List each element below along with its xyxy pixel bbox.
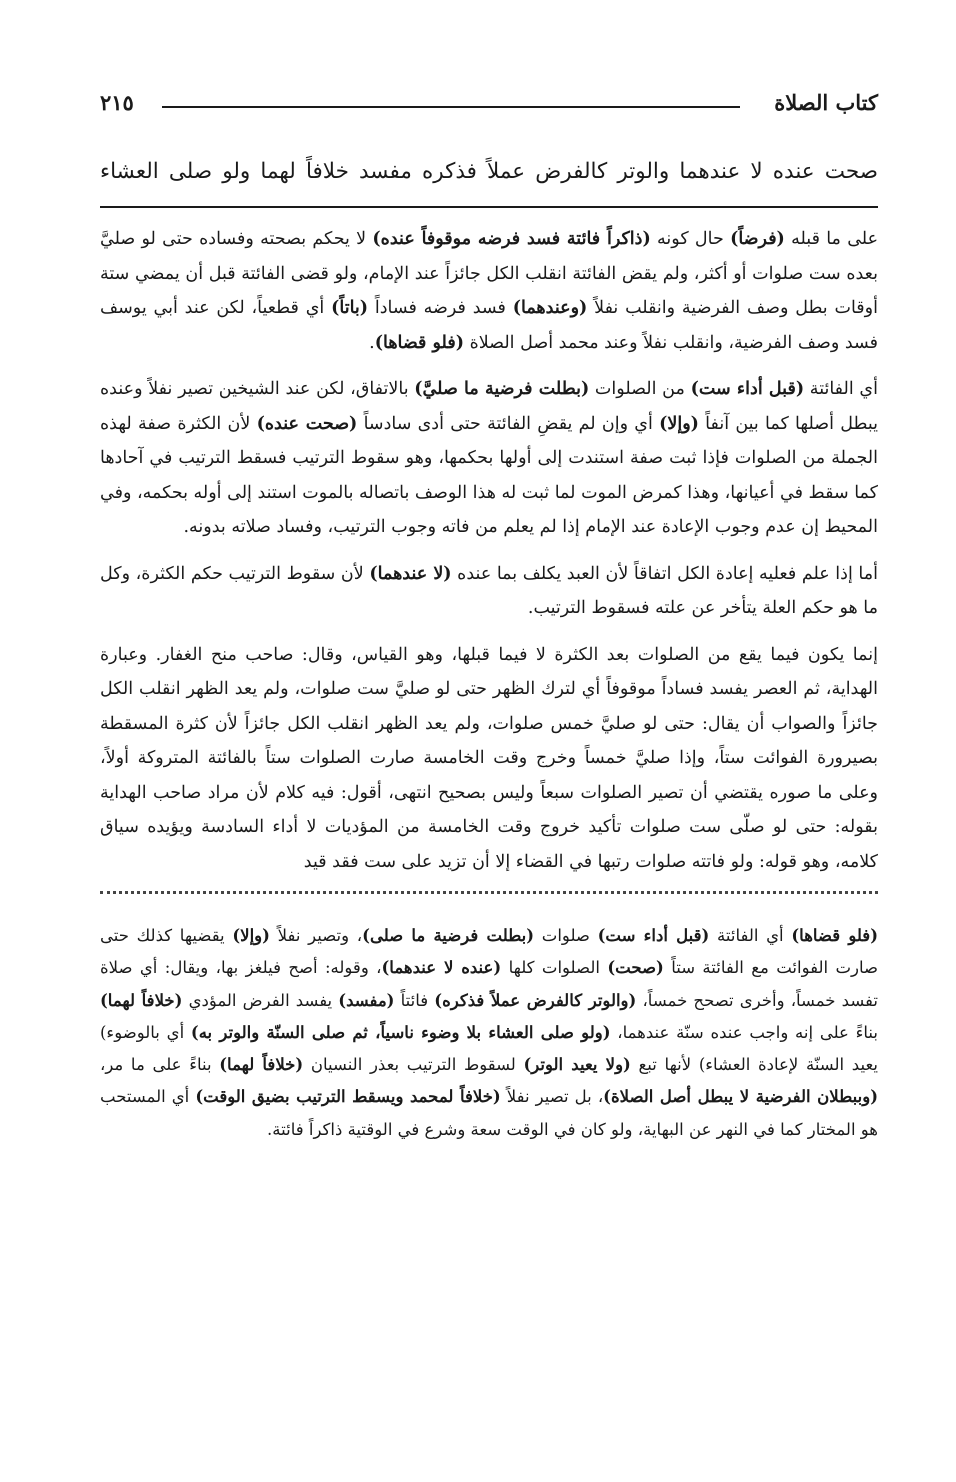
commentary-paragraph (100, 222, 878, 360)
text-run: لسقوط الترتيب بعذر النسيان (303, 1055, 524, 1075)
text-run: بناءً على ما مر، (100, 1055, 220, 1075)
footnote-paragraph (100, 920, 878, 1146)
bold-run: (قبل أداء ست) (690, 379, 805, 399)
bold-run: (عنده لا عندهما) (381, 958, 502, 978)
page-number: ٢١٥ (100, 90, 134, 115)
bold-run: (والوتر كالفرض عملاً فذكره) (434, 990, 637, 1010)
text-run: حال كونه (650, 229, 731, 249)
bold-run: (خلافاً لهما) (100, 990, 183, 1010)
bold-run: (ولو صلى العشاء بلا وضوء ناسياً، ثم صلى السنّة والوتر به) (190, 1022, 611, 1042)
text-run: أي بالوضوء) يعيد السنّة لإعادة العشاء) لأنها تبع (100, 1022, 878, 1075)
bold-run: (صحت عنده) (256, 413, 358, 434)
text-run: أي الفائتة (804, 379, 878, 399)
matn-separator (100, 206, 878, 208)
bold-run: (لا عندهما) (369, 563, 452, 584)
bold-run: (وببطلان الفرضية لا يبطل أصل الصلاة) (603, 1087, 878, 1107)
text-run: صلوات (534, 926, 598, 945)
text-run: . (369, 332, 375, 353)
commentary-paragraph (100, 372, 878, 545)
footnote-section (100, 920, 878, 1146)
text-run: ، وقوله: أصح فيلغز بها، ويقال: أي صلاة تفسد خمساً، وأخرى تصحح خمساً، (100, 958, 878, 1010)
bold-run: (صحت) (607, 958, 664, 978)
text-run: لا يحكم بصحته وفساده حتى لو صليَّ بعده ست صلوات أو أكثر، ولم يقض الفائتة انقلب الكل جائزاً عند الإمام، ولو قضى الفائتة قبل أن يمضي ستة أوقات بطل وصف الفرضية وانقلب نفلاً (100, 229, 878, 318)
text-run: أي وإن لم يقضِ الفائتة حتى أدى سادساً (357, 413, 660, 434)
bold-run: (قبل أداء ست) (597, 926, 710, 945)
bold-run: (وعندهما) (512, 298, 588, 318)
bold-run: (خلافاً لمحمد ويسقط الترتيب بضيق الوقت) (195, 1087, 501, 1107)
text-run: لأن الكثرة صفة لهذه الجملة من الصلوات فإذا ثبت صفة استندت إلى أولها بحكمها، وهو سقوط الترتيب فسقط الترتيب في آحادها كما سقط في أعيانها، وهذا كمرض الموت لما ثبت له هذا الوصف باتصاله بالموت استند إلى أوله بحكمه، وفي المحيط إن عدم وجوب الإعادة عند الإمام إذا لم يعلم من فاته وجوب الترتيب، وفساد صلاته بدونه. (100, 413, 878, 537)
bold-run: (خلافاً لهما) (219, 1055, 304, 1075)
text-run: الصلوات كلها (501, 958, 608, 978)
header-rule (162, 106, 740, 108)
bold-run: (بطلت فرضية ما صلى) (362, 926, 535, 945)
text-run: لأن سقوط الترتيب حكم الكثرة، وكل ما هو حكم العلة يتأخر عن علته فسقوط الترتيب. (100, 563, 878, 618)
text-run: أي المستحب هو المختار كما في النهر عن البهاية، ولو كان في الوقت سعة وشرع في الوقتية ذاكراً فائتة. (100, 1087, 878, 1139)
bold-run: (وإلا) (659, 413, 699, 434)
text-run: بناءً على إنه واجب عنده سنّة عندهما، (610, 1022, 878, 1042)
commentary-paragraph (100, 638, 878, 880)
footnote-separator (100, 891, 878, 908)
bold-run: (مفسد) (338, 990, 395, 1010)
text-run: أي قطعياً، لكن عند أبي يوسف فسد وصف الفرضية، وانقلب نفلاً وعند محمد أصل الصلاة (100, 298, 878, 353)
text-run: ، وتصير نفلاً (269, 926, 363, 945)
text-run: فسد فرضه فساداً (368, 298, 513, 318)
commentary-paragraph (100, 557, 878, 626)
text-run: أي الفائتة (709, 926, 792, 945)
text-run: ، بل تصير نفلاً (500, 1087, 604, 1107)
bold-run: (فرضاً) (730, 229, 785, 249)
commentary (100, 222, 878, 879)
chapter-title: كتاب الصلاة (774, 90, 878, 115)
text-run: يقضيها كذلك حتى صارت الفوائت مع الفائتة ستاً (100, 926, 878, 978)
book-page (100, 80, 878, 1146)
bold-run: (ذاكراً فائتة فسد فرضه موقوفاً عنده) (372, 229, 651, 249)
bold-run: (فلو قضاها) (791, 926, 879, 945)
text-run: على ما قبله (784, 229, 879, 249)
bold-run: (باتاً) (331, 298, 369, 318)
bold-run: (بطلت فرضية ما صليَّ) (414, 379, 590, 399)
bold-run: (وإلا) (232, 926, 270, 945)
text-run: يفسد الفرض المؤدي (182, 990, 339, 1010)
text-run: أما إذا علم فعليه إعادة الكل اتفاقاً لأن العبد يكلف بما عنده (451, 563, 878, 584)
text-run: فائتاً (394, 990, 435, 1010)
text-run: بالاتفاق، لكن عند الشيخين تصير نفلاً وعنده يبطل أصلها كما بين آنفاً (100, 379, 878, 434)
running-header (100, 80, 878, 124)
text-run: من الصلوات (589, 379, 691, 399)
matn-text: صحت عنده لا عندهما والوتر كالفرض عملاً فذكره مفسد خلافاً لهما ولو صلى العشاء (100, 159, 878, 184)
bold-run: (فلو قضاها) (374, 332, 464, 353)
text-run: إنما يكون فيما يقع من الصلوات بعد الكثرة لا فيما قبلها، وهو القياس، وقال: صاحب منح الغفار. وعبارة الهداية، ثم العصر يفسد فساداً موقوفاً أي لترك الظهر حتى لو صليَّ ست صلوات، ولم يعد الظهر انقلب الكل جائزاً والصواب أن يقال: حتى لو صليَّ خمس صلوات، ولم يعد الظهر انقلب الكل جائزاً لأن كثرة المسقطة بصيرورة الفوائت ستاً، وإذا صليَّ خمساً وخرج وقت الخامسة صارت الصلوات ستاً بالفائتة المتروكة أولاً، وعلى ما صوره يقتضي أن تصير الصلوات سبعاً وليس بصحيح انتهى، أقول: فيه كلام لأن مراد صاحب الهداية بقوله: حتى لو صلّى ست صلوات تأكيد خروج وقت الخامسة من المؤديات لا أداء السادسة ويؤيده سياق كلامه، وهو قوله: ولو فاتته صلوات رتبها في القضاء إلا أن تزيد على ست فقد قيد (100, 644, 878, 872)
bold-run: (ولا يعيد الوتر) (523, 1055, 631, 1075)
